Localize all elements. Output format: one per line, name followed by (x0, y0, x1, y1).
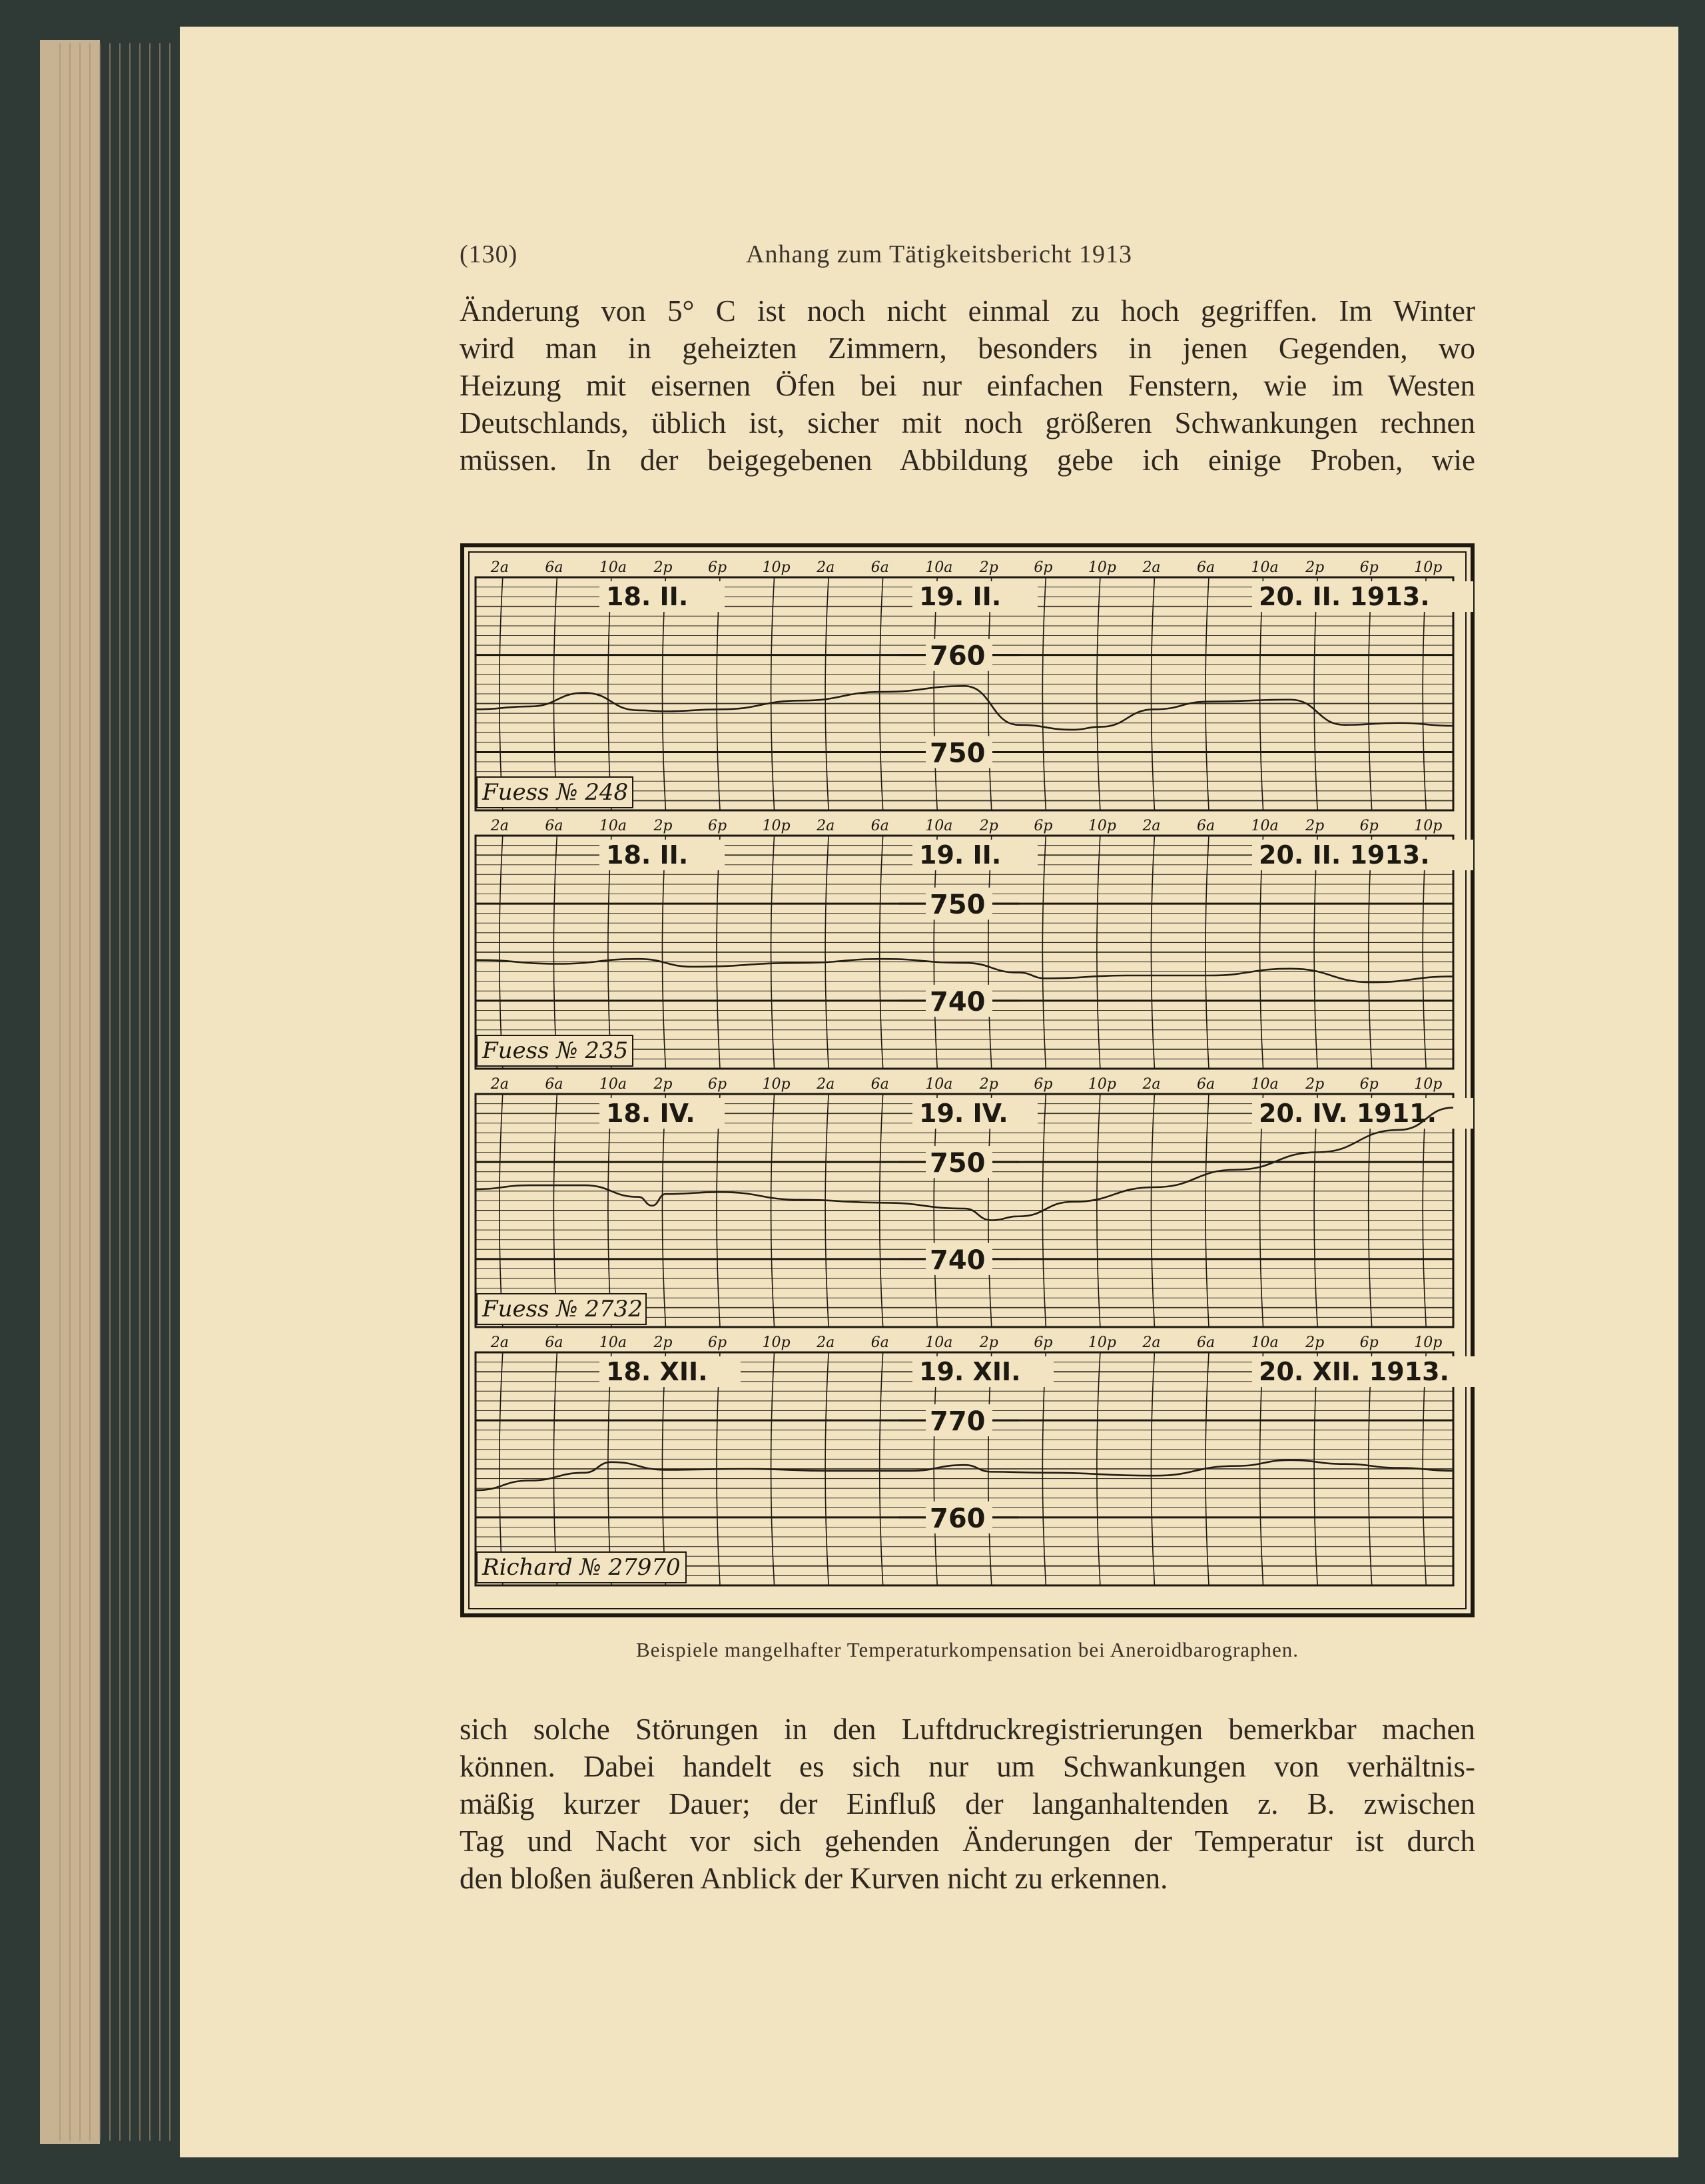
time-tick-label: 6a (870, 1076, 889, 1093)
time-tick-label: 2p (653, 818, 673, 834)
pressure-label: 740 (930, 986, 986, 1017)
time-tick-label: 2p (653, 559, 673, 576)
text-line: können. Dabei handelt es sich nur um Schwankungen von verhältnis- (460, 1750, 1475, 1783)
time-tick-label: 2a (490, 1076, 509, 1093)
time-tick-label: 6p (708, 818, 727, 834)
time-tick-label: 2p (979, 1076, 998, 1093)
time-tick-label: 2a (817, 559, 835, 576)
time-tick-label: 10p (1088, 1334, 1116, 1351)
time-tick-label: 2a (490, 818, 509, 834)
date-label: 18. II. (606, 840, 689, 870)
time-tick-label: 6p (1359, 559, 1379, 576)
time-tick-label: 6p (1034, 1076, 1053, 1093)
time-tick-label: 10a (1251, 1334, 1279, 1351)
time-tick-label: 6p (708, 1076, 727, 1093)
time-tick-label: 10a (599, 559, 627, 576)
time-tick-label: 6a (1197, 1076, 1215, 1093)
time-tick-label: 10p (1414, 818, 1443, 834)
page-number: (130) (460, 240, 518, 268)
date-label: 20. II. 1913. (1259, 582, 1430, 611)
text-line: wird man in geheizten Zimmern, besonders in jenen Gegenden, wo (460, 332, 1475, 365)
time-tick-label: 10p (1414, 1334, 1443, 1351)
time-tick-label: 6a (1197, 818, 1215, 834)
barograph-strip (476, 818, 1473, 1069)
barograph-strip (476, 1076, 1473, 1327)
instrument-label: Fuess № 248 (482, 779, 629, 806)
time-tick-label: 10p (1088, 1076, 1116, 1093)
time-tick-label: 10p (762, 1334, 791, 1351)
time-tick-label: 2a (817, 1334, 835, 1351)
text-line: Heizung mit eisernen Öfen bei nur einfachen Fenstern, wie im Westen (460, 369, 1475, 402)
time-tick-label: 6p (1359, 1334, 1379, 1351)
figure-caption: Beispiele mangelhafter Temperaturkompensation bei Aneroidbarographen. (635, 1638, 1299, 1661)
time-tick-label: 6a (545, 559, 563, 576)
time-tick-label: 10a (1251, 1076, 1279, 1093)
date-label: 19. XII. (919, 1357, 1021, 1386)
time-tick-label: 6p (1359, 1076, 1379, 1093)
time-tick-label: 6a (1197, 559, 1215, 576)
barograph-strip (476, 1334, 1475, 1585)
time-tick-label: 10a (599, 1334, 627, 1351)
time-tick-label: 10a (925, 1334, 953, 1351)
text-line: mäßig kurzer Dauer; der Einfluß der langanhaltenden z. B. zwischen (460, 1787, 1475, 1820)
time-tick-label: 10p (1088, 818, 1116, 834)
time-tick-label: 2p (1305, 559, 1325, 576)
time-tick-label: 6p (708, 1334, 727, 1351)
time-tick-label: 6p (1034, 1334, 1053, 1351)
time-tick-label: 10a (925, 559, 953, 576)
pressure-label: 760 (930, 641, 986, 672)
instrument-label: Richard № 27970 (482, 1554, 681, 1581)
date-label: 19. II. (919, 840, 1002, 870)
date-label: 18. XII. (606, 1357, 708, 1386)
date-label: 20. II. 1913. (1259, 840, 1430, 870)
time-tick-label: 2p (653, 1334, 673, 1351)
time-tick-label: 10a (1251, 559, 1279, 576)
time-tick-label: 6a (545, 818, 563, 834)
time-tick-label: 6p (1034, 818, 1053, 834)
time-tick-label: 2a (1142, 1334, 1161, 1351)
time-tick-label: 10p (1414, 1076, 1443, 1093)
barograph-strip (476, 559, 1473, 810)
time-tick-label: 6p (1034, 559, 1053, 576)
pressure-label: 750 (930, 1148, 986, 1179)
time-tick-label: 2a (490, 559, 509, 576)
time-tick-label: 2a (1142, 559, 1161, 576)
date-label: 18. IV. (606, 1099, 695, 1128)
pressure-label: 760 (930, 1503, 986, 1534)
text-line: müssen. In der beigegebenen Abbildung gebe ich einige Proben, wie (460, 443, 1475, 477)
time-tick-label: 6a (545, 1076, 563, 1093)
time-tick-label: 6a (870, 559, 889, 576)
time-tick-label: 10p (762, 818, 791, 834)
pressure-label: 750 (930, 738, 986, 769)
time-tick-label: 10p (1088, 559, 1116, 576)
instrument-label: Fuess № 2732 (482, 1296, 643, 1322)
time-tick-label: 6a (1197, 1334, 1215, 1351)
date-label: 19. II. (919, 582, 1002, 611)
time-tick-label: 6p (1359, 818, 1379, 834)
time-tick-label: 10p (762, 559, 791, 576)
time-tick-label: 2a (817, 818, 835, 834)
time-tick-label: 2p (653, 1076, 673, 1093)
time-tick-label: 10a (1251, 818, 1279, 834)
time-tick-label: 2p (979, 559, 998, 576)
time-tick-label: 2a (490, 1334, 509, 1351)
time-tick-label: 2p (979, 1334, 998, 1351)
pressure-trace (476, 959, 1453, 982)
barograph-figure (460, 543, 1475, 1618)
time-tick-label: 2p (1305, 1076, 1325, 1093)
text-line: Änderung von 5° C ist noch nicht einmal zu hoch gegriffen. Im Winter (460, 294, 1475, 328)
text-line: sich solche Störungen in den Luftdruckregistrierungen bemerkbar machen (460, 1713, 1475, 1746)
instrument-label: Fuess № 235 (482, 1037, 629, 1064)
text-line: Deutschlands, üblich ist, sicher mit noch größeren Schwankungen rechnen (460, 406, 1475, 439)
text-line: Tag und Nacht vor sich gehenden Änderungen der Temperatur ist durch (460, 1824, 1475, 1858)
time-tick-label: 10a (599, 818, 627, 834)
pressure-label: 740 (930, 1244, 986, 1276)
time-tick-label: 6a (870, 1334, 889, 1351)
time-tick-label: 2p (979, 818, 998, 834)
running-title: Anhang zum Tätigkeitsbericht 1913 (746, 240, 1133, 268)
time-tick-label: 2a (817, 1076, 835, 1093)
date-label: 18. II. (606, 582, 689, 611)
time-tick-label: 6p (708, 559, 727, 576)
pressure-trace (476, 1460, 1453, 1490)
date-label: 20. XII. 1913. (1259, 1357, 1449, 1386)
time-tick-label: 6a (870, 818, 889, 834)
time-tick-label: 10p (1414, 559, 1443, 576)
time-tick-label: 2p (1305, 1334, 1325, 1351)
time-tick-label: 2p (1305, 818, 1325, 834)
time-tick-label: 10a (599, 1076, 627, 1093)
time-tick-label: 2a (1142, 1076, 1161, 1093)
time-tick-label: 10a (925, 1076, 953, 1093)
text-line: den bloßen äußeren Anblick der Kurven nicht zu erkennen. (460, 1862, 1168, 1895)
date-label: 19. IV. (919, 1099, 1008, 1128)
time-tick-label: 2a (1142, 818, 1161, 834)
date-label: 20. IV. 1911. (1259, 1099, 1437, 1128)
time-tick-label: 10a (925, 818, 953, 834)
time-tick-label: 10p (762, 1076, 791, 1093)
time-tick-label: 6a (545, 1334, 563, 1351)
pressure-label: 750 (930, 890, 986, 921)
pressure-label: 770 (930, 1406, 986, 1438)
